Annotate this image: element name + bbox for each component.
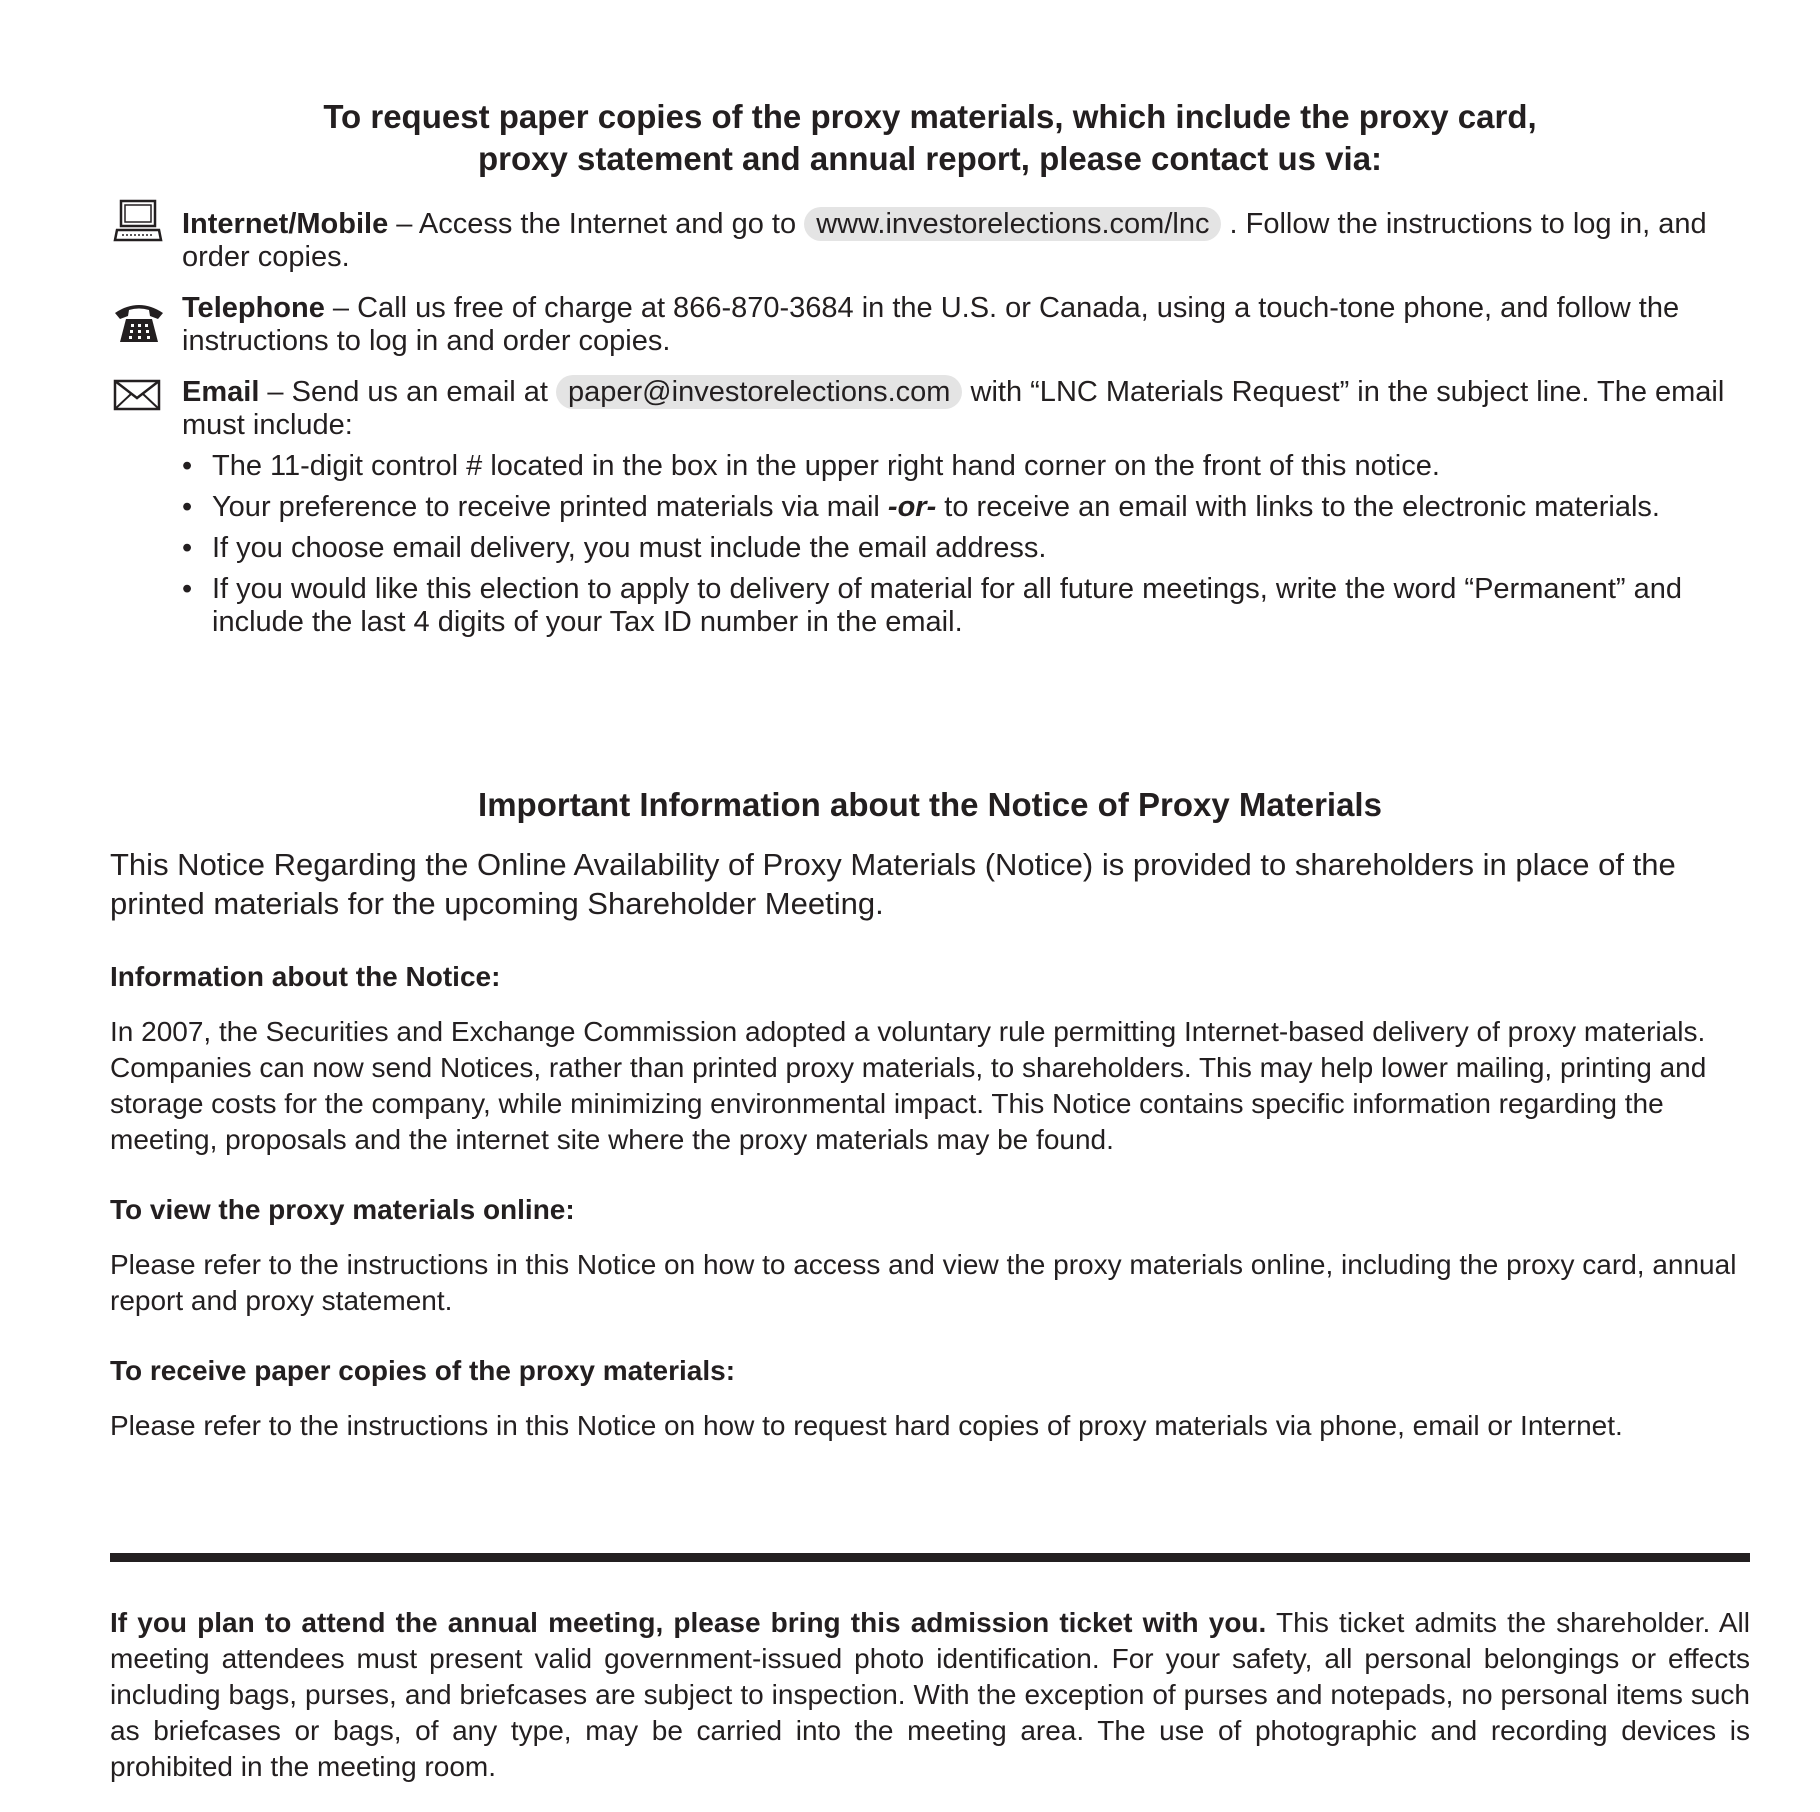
internet-option — [182, 208, 1762, 274]
internet-label: Internet/Mobile — [182, 208, 389, 240]
telephone-icon — [113, 298, 165, 346]
bullet-preference-before: Your preference to receive printed materials via mail — [212, 491, 888, 523]
list-item — [182, 491, 1772, 524]
bullet-preference-after: to receive an email with links to the electronic materials. — [936, 491, 1660, 523]
computer-icon — [113, 199, 163, 244]
view-online-text: Please refer to the instructions in this Notice on how to access and view the proxy materials online, including the proxy card, annual report and proxy statement. — [110, 1249, 1737, 1316]
about-notice-title: Information about the Notice: — [110, 961, 501, 992]
request-heading-line1: To request paper copies of the proxy materials, which include the proxy card, — [323, 98, 1537, 135]
bullet-permanent: If you would like this election to apply to delivery of material for all future meetings, write the word “Permanent” and include the last 4 digits of your Tax ID number in the email. — [212, 573, 1683, 638]
info-intro: This Notice Regarding the Online Availability of Proxy Materials (Notice) is provided to shareholders in place of the printed materials for the upcoming Shareholder Meeting. — [110, 847, 1676, 921]
bullet-control-number: The 11-digit control # located in the box in the upper right hand corner on the front of this notice. — [212, 450, 1440, 482]
telephone-text: – Call us free of charge at 866-870-3684 in the U.S. or Canada, using a touch-tone phone, and follow the instructions to log in and order copies. — [182, 292, 1680, 357]
email-option — [182, 376, 1762, 442]
request-heading — [110, 96, 1750, 180]
telephone-label: Telephone — [182, 292, 325, 324]
email-address-link[interactable]: paper@investorelections.com — [556, 375, 962, 409]
about-notice-text: In 2007, the Securities and Exchange Commission adopted a voluntary rule permitting Internet-based delivery of proxy materials. Companies can now send Notices, rather than printed proxy materials, to shareholders. This may help lower mailing, printing and storage costs for the company, while minimizing environmental impact. This Notice contains specific information regarding the meeting, proposals and the internet site where the proxy materials may be found. — [110, 1016, 1707, 1155]
list-item — [182, 573, 1772, 639]
receive-paper-text: Please refer to the instructions in this Notice on how to request hard copies of proxy materials via phone, email or Internet. — [110, 1410, 1623, 1441]
bullet-email-delivery: If you choose email delivery, you must include the email address. — [212, 532, 1047, 564]
internet-text-after: . Follow the instructions to log in, and order copies. — [182, 208, 1707, 273]
view-online-title: To view the proxy materials online: — [110, 1194, 575, 1225]
list-item — [182, 450, 1772, 483]
email-text-before: – Send us an email at — [259, 376, 557, 408]
request-heading-line2: proxy statement and annual report, please contact us via: — [477, 140, 1383, 177]
email-label: Email — [182, 376, 260, 408]
internet-text-before: – Access the Internet and go to — [388, 208, 805, 240]
email-requirements-list — [182, 450, 1772, 647]
admission-ticket-bold: If you plan to attend the annual meeting, please bring this admission ticket with you. — [110, 1607, 1267, 1638]
admission-ticket-text — [110, 1605, 1750, 1785]
admission-ticket-body: This ticket admits the shareholder. All meeting attendees must present valid government-issued photo identification. For your safety, all personal belongings or effects including bags, purses, and briefcases are subject to inspection. With the exception of purses and notepads, no personal items such as briefcases or bags, of any type, may be carried into the meeting area. The use of photographic and recording devices is prohibited in the meeting room. — [110, 1607, 1750, 1782]
bullet-preference-or: -or- — [887, 491, 937, 523]
envelope-icon — [113, 379, 161, 411]
email-text-after: with “LNC Materials Request” in the subject line. The email must include: — [182, 376, 1725, 441]
section-divider — [110, 1553, 1750, 1562]
telephone-option — [182, 292, 1762, 358]
list-item — [182, 532, 1772, 565]
info-heading: Important Information about the Notice of Proxy Materials — [478, 786, 1382, 823]
receive-paper-title: To receive paper copies of the proxy materials: — [110, 1355, 736, 1386]
internet-url-link[interactable]: www.investorelections.com/lnc — [804, 207, 1221, 241]
